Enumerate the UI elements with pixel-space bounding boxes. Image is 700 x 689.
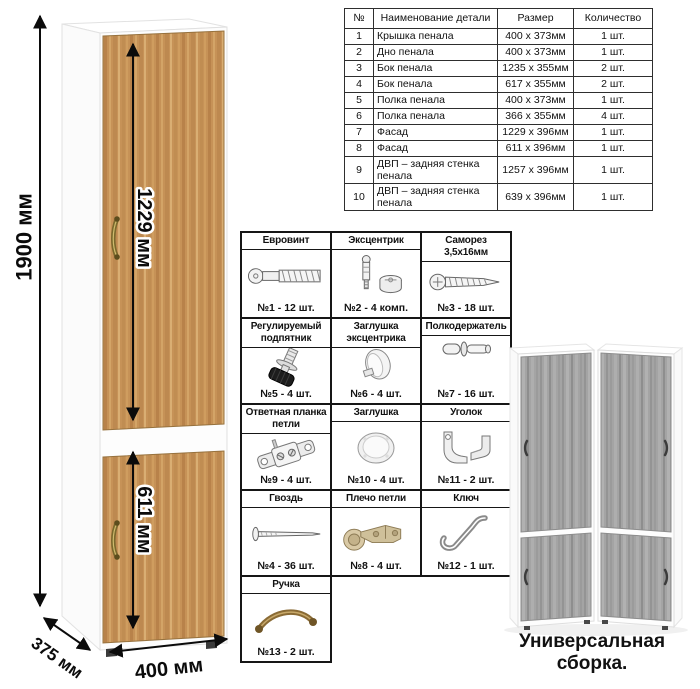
- part-num: 6: [345, 109, 374, 125]
- table-row: [345, 93, 653, 109]
- universal-assembly-caption: Универсальная сборка.: [518, 631, 666, 674]
- hardware-name: Уголок: [422, 405, 510, 422]
- part-num: 10: [345, 184, 374, 211]
- table-row: [345, 77, 653, 93]
- dim-upper-door-label: 1229 мм: [133, 188, 155, 268]
- hardware-cell: [331, 490, 421, 576]
- part-name: ДВП – задняя стенка пенала: [374, 184, 498, 211]
- hardware-qty: №5 - 4 шт.: [260, 388, 312, 400]
- hardware-cell: [241, 490, 331, 576]
- table-row: [345, 141, 653, 157]
- part-name: Полка пенала: [374, 109, 498, 125]
- hardware-qty: №10 - 4 шт.: [347, 474, 405, 486]
- part-name: Полка пенала: [374, 93, 498, 109]
- hardware-name: Гвоздь: [242, 491, 330, 508]
- empty-cell: [331, 576, 421, 662]
- part-size: 400 х 373мм: [498, 29, 574, 45]
- hardware-name: Регулируемый подпятник: [242, 319, 330, 348]
- part-num: 8: [345, 141, 374, 157]
- hardware-qty: №4 - 36 шт.: [257, 560, 315, 572]
- part-qty: 2 шт.: [574, 61, 653, 77]
- mirrored-cabinet-left: [510, 344, 594, 630]
- part-name: Фасад: [374, 125, 498, 141]
- part-name: Бок пенала: [374, 77, 498, 93]
- part-name: Фасад: [374, 141, 498, 157]
- hinge-arm-icon: [338, 513, 414, 555]
- universal-assembly-illustration: [496, 340, 696, 640]
- parts-table: [344, 8, 653, 211]
- hardware-name: Евровинт: [242, 233, 330, 250]
- hardware-name: Эксцентрик: [332, 233, 420, 250]
- part-num: 9: [345, 157, 374, 184]
- hardware-name: Ключ: [422, 491, 510, 508]
- corner-bracket-icon: [430, 428, 502, 468]
- hinge-plate-icon: [249, 436, 323, 472]
- part-qty: 1 шт.: [574, 125, 653, 141]
- part-size: 400 х 373мм: [498, 93, 574, 109]
- hardware-qty: №9 - 4 шт.: [260, 474, 312, 486]
- adjustable-foot-icon: [251, 348, 321, 388]
- hardware-cell: [241, 318, 331, 404]
- hardware-qty: №8 - 4 шт.: [350, 560, 402, 572]
- self-tapping-screw-icon: [427, 268, 505, 296]
- lower-door: [103, 451, 224, 643]
- col-num: №: [345, 9, 374, 29]
- part-qty: 1 шт.: [574, 93, 653, 109]
- hardware-name: Полкодержатель: [422, 319, 510, 336]
- cam-cap-icon: [341, 348, 411, 388]
- dim-lower-door-label: 611 мм: [133, 486, 155, 554]
- table-row: [345, 29, 653, 45]
- hardware-name: Заглушка эксцентрика: [332, 319, 420, 348]
- part-size: 1257 х 396мм: [498, 157, 574, 184]
- table-row: [345, 125, 653, 141]
- part-name: Бок пенала: [374, 61, 498, 77]
- part-num: 7: [345, 125, 374, 141]
- part-size: 1235 х 355мм: [498, 61, 574, 77]
- part-qty: 1 шт.: [574, 141, 653, 157]
- cabinet-left-side: [62, 24, 100, 650]
- cabinet-illustration: [0, 0, 250, 689]
- part-name: ДВП – задняя стенка пенала: [374, 157, 498, 184]
- hardware-name: Заглушка: [332, 405, 420, 422]
- part-size: 400 х 373мм: [498, 45, 574, 61]
- hardware-qty: №1 - 12 шт.: [257, 302, 315, 314]
- part-name: Дно пенала: [374, 45, 498, 61]
- mirrored-cabinet-right: [598, 344, 682, 630]
- shelf-pin-icon: [431, 337, 501, 361]
- table-row: [345, 109, 653, 125]
- hardware-cell: [241, 232, 331, 318]
- part-size: 366 х 355мм: [498, 109, 574, 125]
- part-size: 617 х 355мм: [498, 77, 574, 93]
- part-qty: 1 шт.: [574, 157, 653, 184]
- part-size: 611 х 396мм: [498, 141, 574, 157]
- hardware-cell: [331, 232, 421, 318]
- table-row: [345, 184, 653, 211]
- hardware-qty: №11 - 2 шт.: [437, 474, 495, 486]
- hardware-cell: [241, 576, 331, 662]
- hardware-grid: [240, 231, 512, 663]
- hardware-cell: [421, 232, 511, 318]
- part-num: 4: [345, 77, 374, 93]
- part-num: 5: [345, 93, 374, 109]
- hardware-qty: №3 - 18 шт.: [437, 302, 495, 314]
- part-size: 639 х 396мм: [498, 184, 574, 211]
- part-qty: 2 шт.: [574, 77, 653, 93]
- hardware-qty: №13 - 2 шт.: [257, 646, 315, 658]
- hardware-qty: №6 - 4 шт.: [350, 388, 402, 400]
- part-num: 3: [345, 61, 374, 77]
- euro-screw-icon: [247, 261, 325, 291]
- cover-cap-icon: [341, 428, 411, 468]
- cam-lock-icon: [337, 254, 415, 298]
- part-qty: 1 шт.: [574, 29, 653, 45]
- hardware-name: Саморез 3,5х16мм: [422, 233, 510, 262]
- hardware-name: Плечо петли: [332, 491, 420, 508]
- part-qty: 1 шт.: [574, 184, 653, 211]
- dim-width-label: 400 мм: [133, 654, 205, 684]
- hardware-name: Ручка: [242, 577, 330, 594]
- part-qty: 1 шт.: [574, 45, 653, 61]
- hardware-name: Ответная планка петли: [242, 405, 330, 434]
- col-size: Размер: [498, 9, 574, 29]
- part-num: 2: [345, 45, 374, 61]
- table-row: [345, 157, 653, 184]
- part-size: 1229 х 396мм: [498, 125, 574, 141]
- hardware-qty: №12 - 1 шт.: [437, 560, 495, 572]
- col-qty: Количество: [574, 9, 653, 29]
- handle-icon: [249, 600, 323, 640]
- dim-height-label: 1900 мм: [11, 193, 37, 281]
- hardware-qty: №2 - 4 комп.: [343, 302, 409, 314]
- hex-key-icon: [433, 512, 499, 556]
- col-name: Наименование детали: [374, 9, 498, 29]
- table-header-row: [345, 9, 653, 29]
- hardware-qty: №7 - 16 шт.: [437, 388, 495, 400]
- part-qty: 4 шт.: [574, 109, 653, 125]
- hardware-cell: [331, 318, 421, 404]
- table-row: [345, 45, 653, 61]
- hardware-cell: [241, 404, 331, 490]
- table-row: [345, 61, 653, 77]
- hardware-cell: [331, 404, 421, 490]
- nail-icon: [248, 524, 324, 544]
- part-num: 1: [345, 29, 374, 45]
- upper-door: [103, 31, 224, 430]
- dim-depth-label: 375 мм: [27, 633, 87, 683]
- part-name: Крышка пенала: [374, 29, 498, 45]
